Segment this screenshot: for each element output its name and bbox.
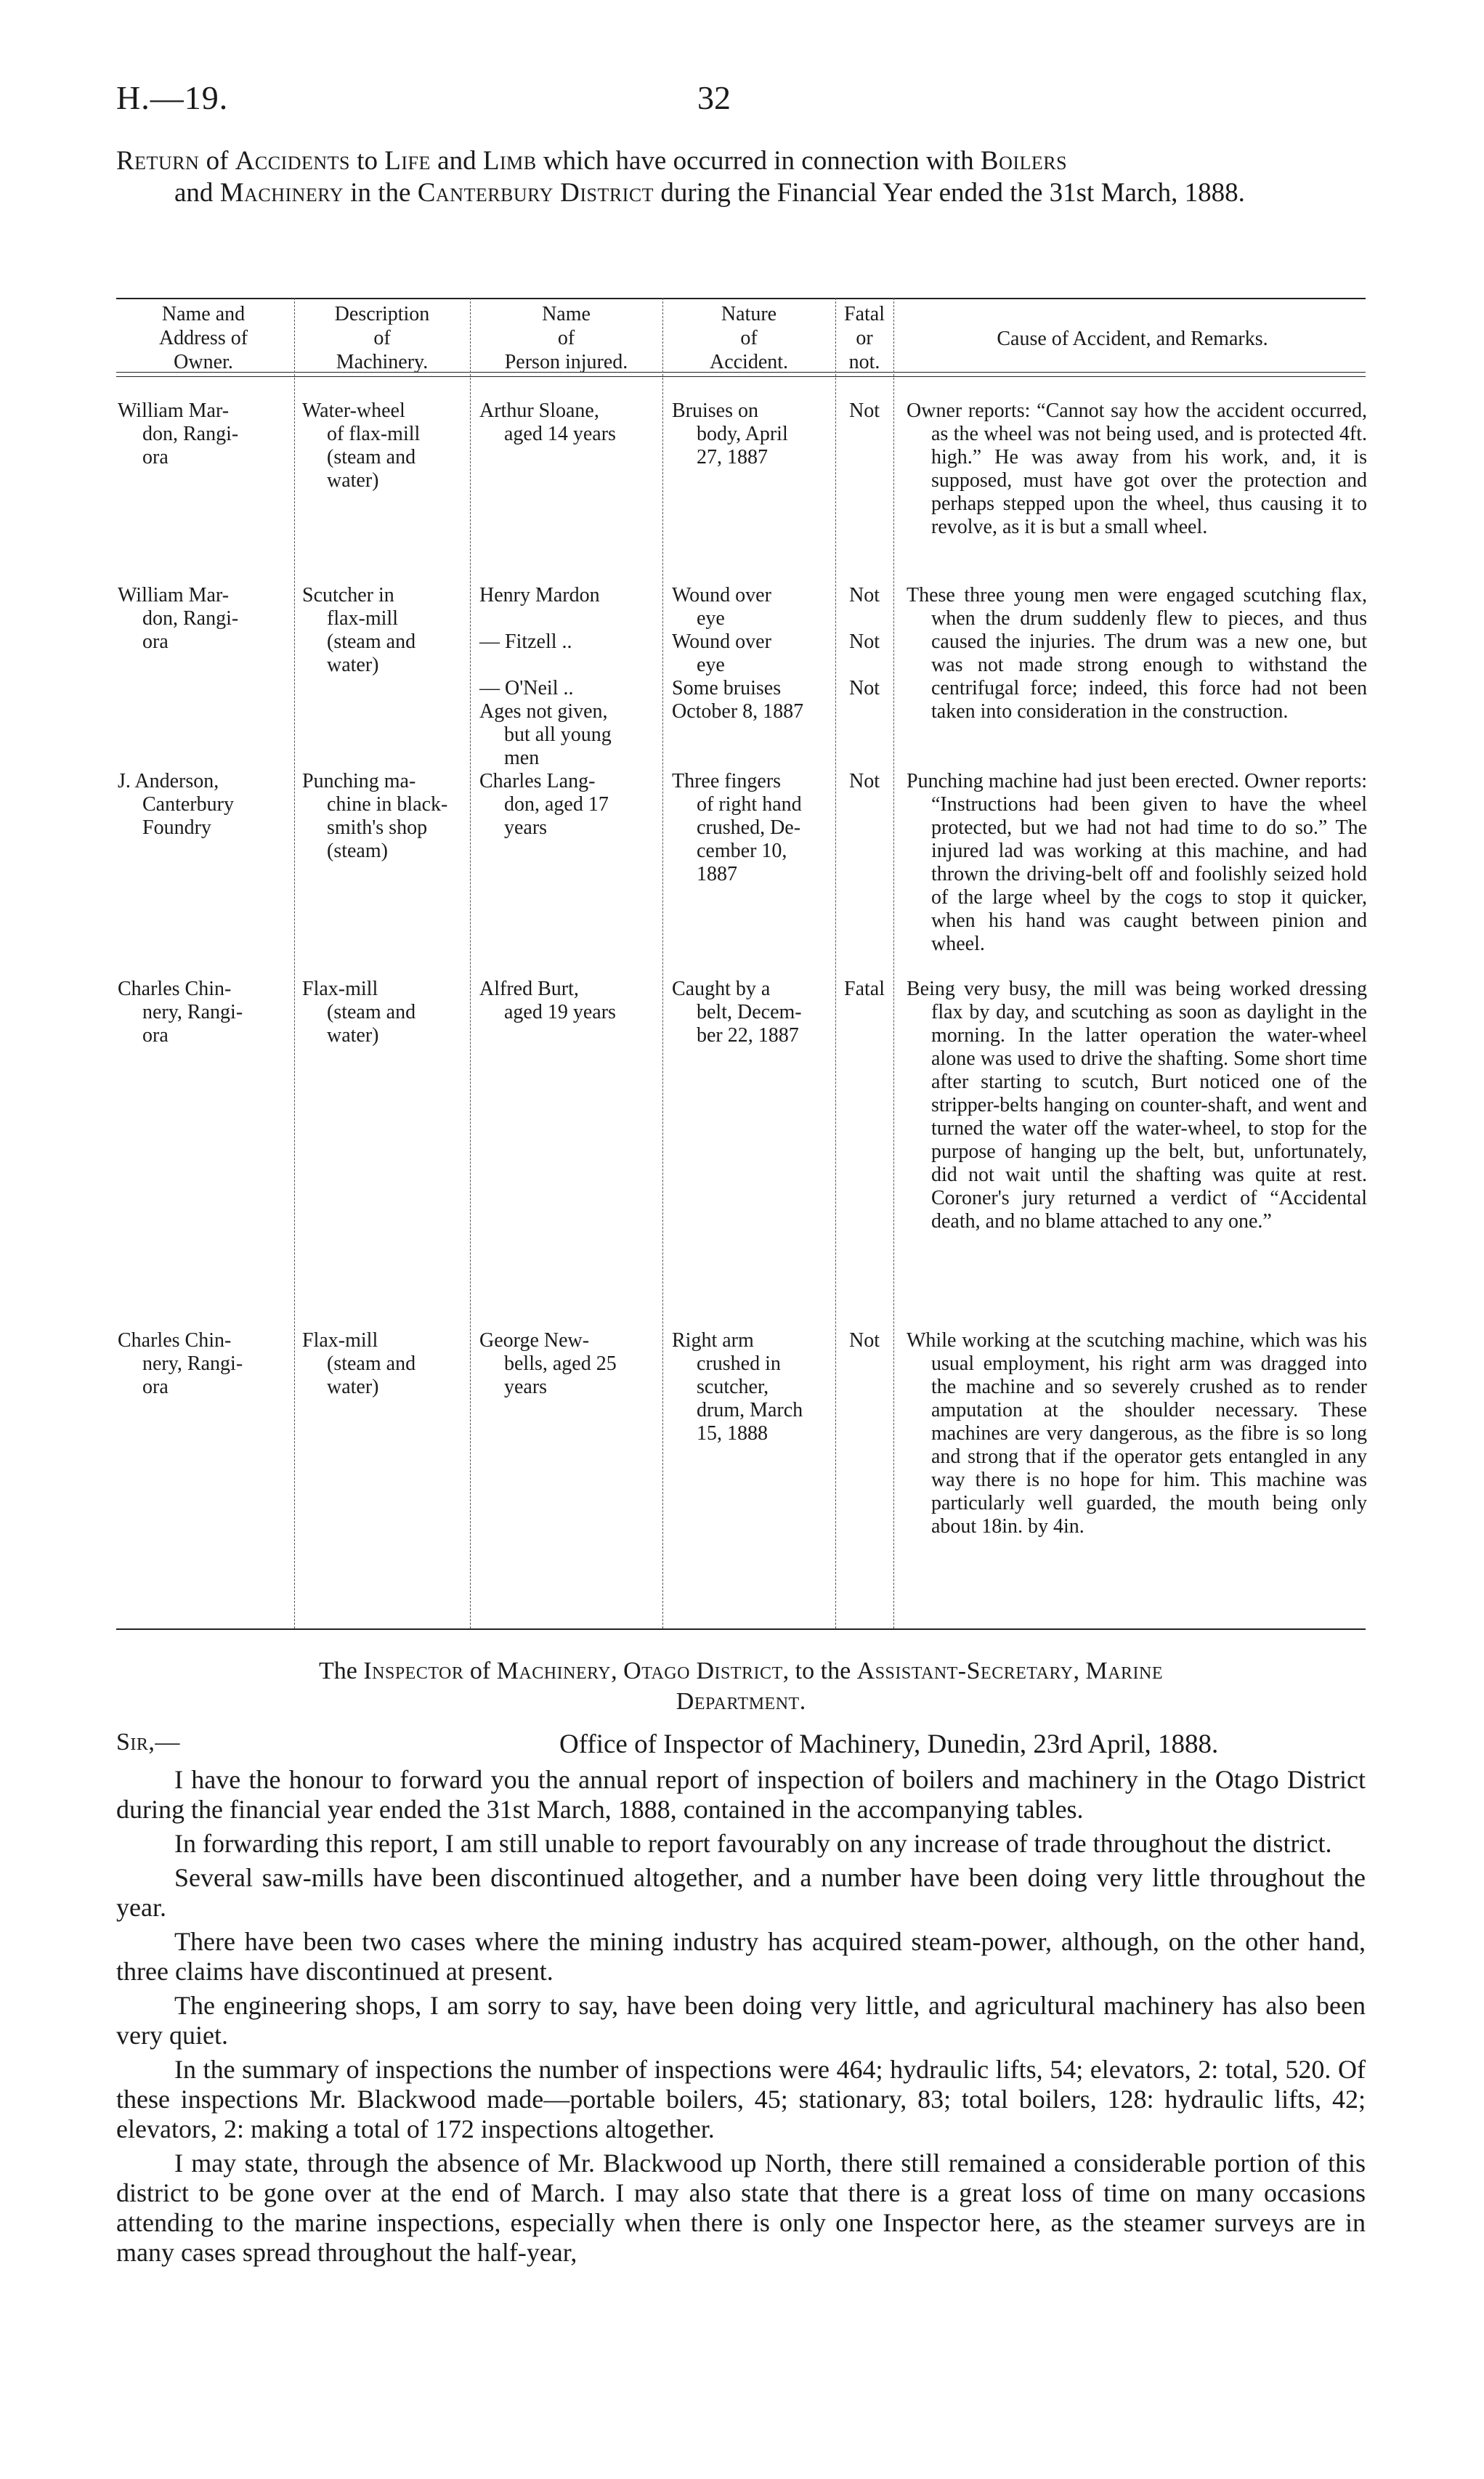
cell-line: drum, March [697,1399,803,1421]
column-divider [835,298,836,1628]
row-5-cause: While working at the scutching machine, which was his usual employment, his right arm was dragged into the machine and so severely crushed as to render amputation at the shoulder necessary. These machines are very dangerous, as the fibre is so long and strong that if the operator gets entangled in any way there is no hope for him. This machine was particularly well guarded, the mouth being only about 18in. by 4in. [907,1329,1367,1538]
document-reference: H.—19. [116,79,229,116]
header-line: Nature [721,303,777,325]
heading-text: Machinery [496,1658,612,1684]
row-1-fatal [837,399,892,423]
cell-line: ora [142,1024,169,1047]
heading-text: Marine [1085,1658,1164,1684]
cell-line: body, April [697,423,788,445]
cell-line: Not [849,770,880,792]
column-divider [662,298,663,1628]
title-text: during the Financial Year ended the 31st March, 1888. [654,178,1245,208]
heading-text: Otago [623,1658,690,1684]
heading-text: , [611,1658,624,1684]
row-1-cause: Owner reports: “Cannot say how the accident occurred, as the wheel was not being used, and is protected 4ft. high.” He was away from his work, and, it is supposed, must have got over the protection and perhaps stepped upon the wheel, thus causing it to revolve, as it is but a small wheel. [907,399,1367,538]
heading-text: Assistant-Secretary [856,1658,1074,1684]
cell-line: Alfred Burt, [479,978,579,1000]
cell-line: aged 19 years [504,1001,616,1023]
table-title [116,145,1366,209]
header-line: Fatal [844,303,885,325]
cell-line [479,654,660,677]
cell-line: eye [697,607,725,630]
row-4-person [479,978,660,1024]
title-text: Limb [482,146,537,176]
title-text: in the [343,178,418,208]
heading-text: Inspector [363,1658,464,1684]
paragraph: There have been two cases where the mining industry has acquired steam-power, although, on the other hand, three claims have discontinued at present. [116,1927,1366,1986]
cell-line: Charles Chin- [118,1329,232,1352]
cell-line: Arthur Sloane, [479,399,599,422]
paragraph: In forwarding this report, I am still unable to report favourably on any increase of trade throughout the district. [174,1829,1332,1858]
header-line: Description [334,303,430,325]
title-text: Canterbury [417,178,554,208]
cell-line: 27, 1887 [697,446,768,468]
header-line: Name [542,303,591,325]
cell-line: (steam and [327,446,416,468]
accident-table [116,298,1366,1628]
cell-line: Charles Chin- [118,978,232,1000]
cell-line: (steam) [327,840,388,862]
title-text: Boilers [980,146,1068,176]
row-4-machinery [302,978,468,1047]
cell-line: Bruises on [672,399,758,422]
cell-line: — O'Neil .. [479,677,574,699]
header-line: Name and [161,303,246,325]
title-return: Return [116,146,200,176]
cell-line [479,607,660,630]
column-divider [893,298,894,1628]
row-5-machinery [302,1329,468,1399]
row-3-nature [672,770,833,886]
cell-line: — Fitzell .. [479,630,572,653]
cell-line: 15, 1888 [697,1422,768,1445]
cell-line: Flax-mill [302,978,378,1000]
paragraph: I may state, through the absence of Mr. Blackwood up North, there still remained a considerable portion of this district to be gone over at the end of March. I may also state that there is a great loss of time on many occasions attending to the marine inspections, especially when there is only one Inspector here, as the steamer surveys are in many cases spread throughout the half-year, [116,2149,1366,2267]
cell-line: ora [142,630,169,653]
cell-line: Not [849,630,880,653]
cell-line: Caught by a [672,978,771,1000]
cell-line: Not [849,399,880,422]
cell-line: Henry Mardon [479,584,600,606]
title-text [554,178,560,208]
row-3-person [479,770,660,840]
row-2-person [479,584,660,770]
header-line: Address of [158,327,248,349]
title-text: and [430,146,483,176]
row-3-owner [118,770,288,840]
cell-line: crushed in [697,1352,781,1375]
cell-line: Canterbury [142,793,234,816]
cell-line: Punching ma- [302,770,416,792]
title-text: Machinery [219,178,344,208]
row-1-machinery [302,399,468,492]
cell-line: of flax-mill [327,423,421,445]
cell-line: Wound over [672,630,771,653]
header-line: of [373,327,391,349]
row-2-cause: These three young men were engaged scutching flax, when the drum suddenly flew to pieces, and thus caused the injuries. The drum was a new one, but was not made strong enough to withstand the centrifugal force; indeed, this force had not been taken into consideration in the construction. [907,584,1367,723]
cell-line: scutcher, [697,1376,769,1398]
cell-line: of right hand [697,793,802,816]
cell-line: Wound over [672,584,771,606]
title-text: and [174,178,220,208]
page-number: 32 [697,79,731,116]
paragraph: Several saw-mills have been discontinued altogether, and a number have been doing very little throughout the year. [116,1863,1366,1922]
cell-line: nery, Rangi- [142,1352,243,1375]
header-person [474,302,659,374]
cell-line: flax-mill [327,607,398,630]
title-text: of [199,146,235,176]
header-fatal [837,302,892,374]
row-2-nature [672,584,833,723]
cell-line: Not [849,584,880,606]
row-3-cause: Punching machine had just been erected. Owner reports: “Instructions had been given to have the wheel protected, but we had not had time to do so.” The injured lad was working at this machine, and had thrown the driving-belt off and foolishly seized hold of the large wheel by the cogs to stop it quicker, when his hand was caught between pinion and wheel. [907,770,1367,955]
heading-text: . [799,1688,806,1715]
heading-text: , to the [782,1658,857,1684]
cell-line: Scutcher in [302,584,394,606]
title-text: District [560,178,654,208]
cell-line: Three fingers [672,770,782,792]
cell-line: belt, Decem- [697,1001,802,1023]
cell-line: Flax-mill [302,1329,378,1352]
cell-line: eye [697,654,725,676]
cell-line: chine in black- [327,793,448,816]
title-text: Life [384,146,431,176]
cell-line: water) [327,1376,379,1398]
header-owner [116,302,291,374]
header-line: of [557,327,575,349]
cell-line: Fatal [844,978,885,1000]
cell-line: don, Rangi- [142,607,239,630]
cell-line: water) [327,469,379,492]
row-4-fatal [837,978,892,1001]
cell-line: years [504,816,548,839]
cell-line: bells, aged 25 [504,1352,617,1375]
letter-body [116,1765,1366,2272]
row-2-machinery [302,584,468,677]
row-2-fatal [837,584,892,700]
heading-text: of [463,1658,497,1684]
cell-line: October 8, 1887 [672,700,804,723]
cell-line: aged 14 years [504,423,616,445]
title-text: Accidents [235,146,351,176]
cell-line: water) [327,654,379,676]
cell-line: William Mar- [118,399,230,422]
header-cause: Cause of Accident, and Remarks. [997,328,1268,350]
office-line: Office of Inspector of Machinery, Dunedin, 23rd April, 1888. [559,1729,1219,1759]
row-3-fatal [837,770,892,793]
cell-line: Foundry [142,816,211,839]
cell-line: years [504,1376,548,1398]
title-continuation [116,177,1366,209]
header-nature [666,302,832,374]
header-line: not. [848,351,880,373]
cell-line: men [504,747,540,769]
cell-line: Water-wheel [302,399,405,422]
cell-line: don, Rangi- [142,423,239,445]
paragraph: I have the honour to forward you the annual report of inspection of boilers and machinery in the Otago District during the financial year ended the 31st March, 1888, contained in the accompanying tables. [116,1765,1366,1824]
header-line: Machinery. [336,351,429,373]
row-5-person [479,1329,660,1399]
cell-line: Some bruises [672,677,782,699]
cell-line: ora [142,446,169,468]
row-1-owner [118,399,288,469]
cell-line [837,607,892,630]
cell-line: George New- [479,1329,590,1352]
cell-line: ora [142,1376,169,1398]
cell-line: (steam and [327,630,416,653]
cell-line [837,654,892,677]
cell-line: smith's shop [327,816,428,839]
cell-line: crushed, De- [697,816,801,839]
cell-line: nery, Rangi- [142,1001,243,1023]
row-4-owner [118,978,288,1047]
paragraph: The engineering shops, I am sorry to say, have been doing very little, and agricultural machinery has also been very quiet. [116,1991,1366,2050]
heading-text: District [696,1658,783,1684]
title-text: which have occurred in connection with [536,146,981,176]
header-line: of [740,327,758,349]
cell-line: ber 22, 1887 [697,1024,799,1047]
header-line: or [856,327,873,349]
heading-text: , [1073,1658,1086,1684]
cell-line: don, aged 17 [504,793,609,816]
cell-line: 1887 [697,863,737,885]
cell-line: Not [849,677,880,699]
header-line: Accident. [709,351,789,373]
cell-line: J. Anderson, [118,770,219,792]
cell-line: cember 10, [697,840,787,862]
title-text: to [350,146,385,176]
cell-line: (steam and [327,1352,416,1375]
cell-line: Not [849,1329,880,1352]
column-divider [470,298,471,1628]
header-machinery [298,302,466,374]
row-4-cause: Being very busy, the mill was being worked dressing flax by day, and scutching as soon as daylight in the morning. In the latter operation the water-wheel alone was used to drive the shafting. Some short time after starting to scutch, Burt noticed one of the stripper-belts hanging on counter-shaft, and went and turned the water off the water-wheel, to stop for the purpose of hanging up the belt, but, unfortunately, did not wait until the shafting was quite at rest. Coroner's jury returned a verdict of “Accidental death, and no blame attached to any one.” [907,978,1367,1233]
row-1-nature [672,399,833,469]
cell-line: Charles Lang- [479,770,596,792]
table-bottom-rule [116,1628,1366,1630]
heading-text: Department [676,1688,800,1715]
header-line: Person injured. [504,351,628,373]
cell-line: (steam and [327,1001,416,1023]
row-2-owner [118,584,288,654]
row-5-fatal [837,1329,892,1352]
cell-line: water) [327,1024,379,1047]
row-1-person [479,399,660,446]
column-divider [294,298,295,1628]
cell-line: William Mar- [118,584,230,606]
header-line: Owner. [174,351,233,373]
row-5-owner [118,1329,288,1399]
cell-line: but all young [504,723,612,746]
cell-line: Ages not given, [479,700,608,723]
heading-text: The [318,1658,364,1684]
salutation: Sir,— [116,1729,180,1756]
row-5-nature [672,1329,833,1445]
row-4-nature [672,978,833,1047]
cell-line: Right arm [672,1329,754,1352]
letter-heading [116,1656,1366,1717]
paragraph: In the summary of inspections the number of inspections were 464; hydraulic lifts, 54; elevators, 2: total, 520. Of these inspections Mr. Blackwood made—portable boilers, 45; stationary, 83; total boilers, 128: hydraulic lifts, 42; elevators, 2: making a total of 172 inspections altogether. [116,2055,1366,2143]
row-3-machinery [302,770,468,863]
